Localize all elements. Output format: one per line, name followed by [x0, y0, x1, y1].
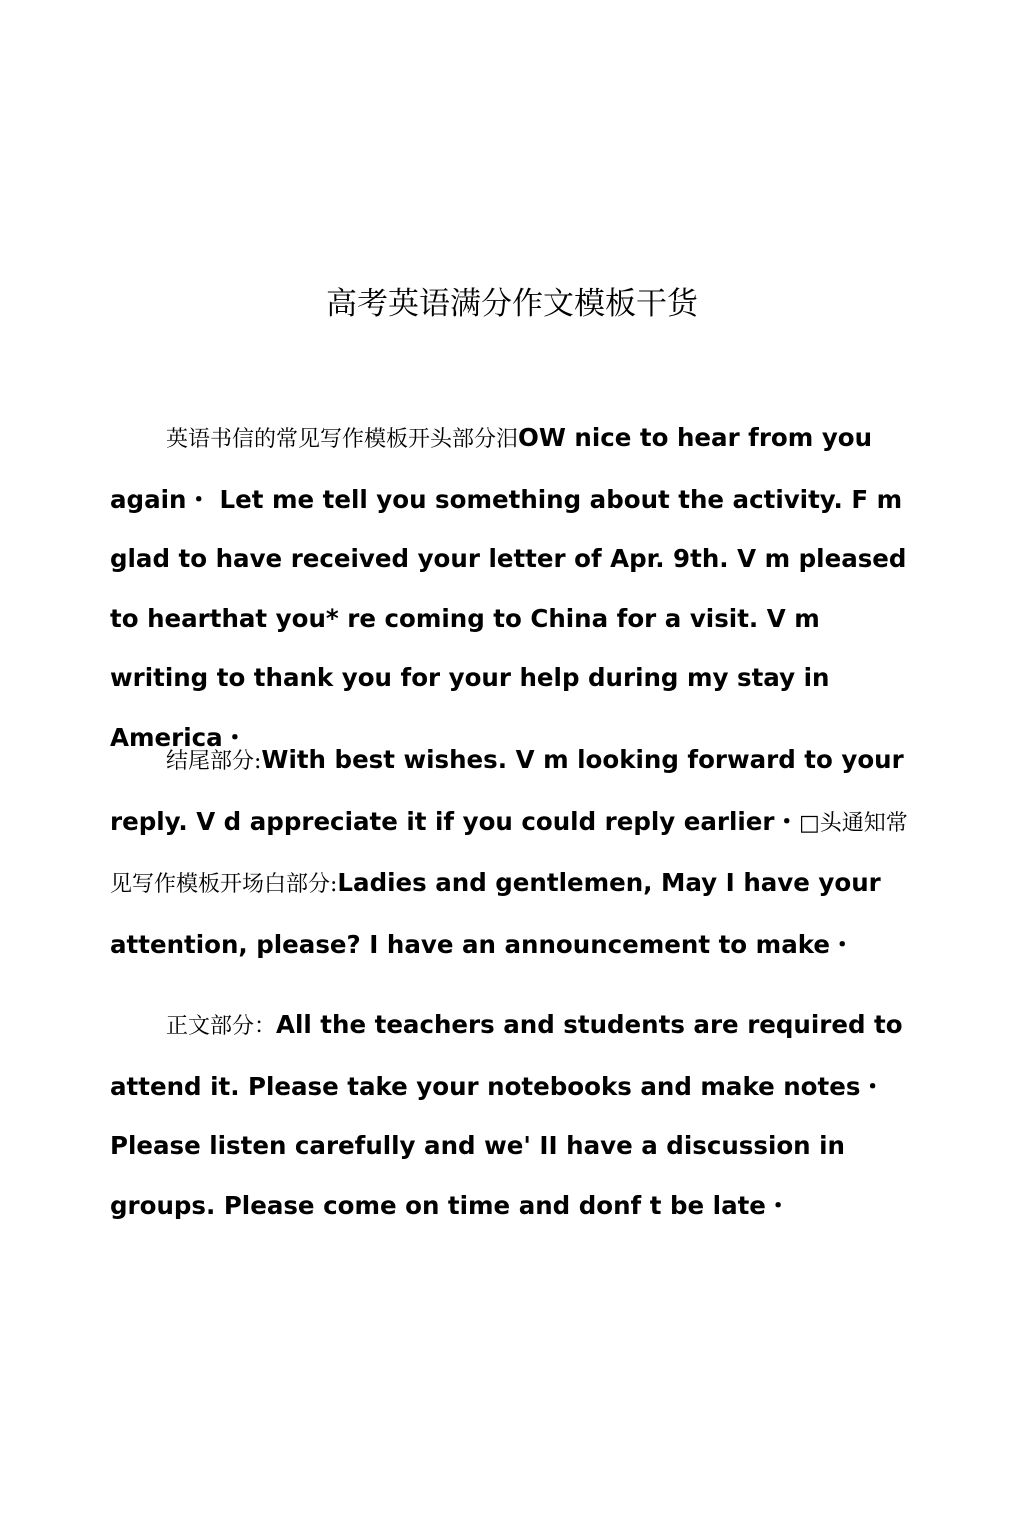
- document-title: 高考英语满分作文模板干货: [326, 286, 698, 322]
- english-text-letter-opening: OW nice to hear from you again・ Let me tell you something about the activity. F m glad to have received your letter of Apr. 9th. V m pleased to hearthat you* re coming to China for a visit. V m writing to thank you for your help during my stay in America・: [110, 423, 907, 752]
- english-text-letter-closing: With best wishes. V m looking forward to your reply. V d appreciate it if you could reply earlier・: [110, 745, 904, 836]
- english-text-notice-body: All the teachers and students are required to attend it. Please take your notebooks and make notes・ Please listen carefully and we' II have a discussion in groups. Please come on time and donf t be late・: [110, 1010, 903, 1220]
- chinese-label-letter-closing: 结尾部分:: [166, 749, 262, 774]
- chinese-label-letter-opening: 英语书信的常见写作模板开头部分汨: [166, 427, 519, 452]
- paragraph-letter-closing: [110, 730, 922, 974]
- paragraph-notice-body: [110, 995, 922, 1235]
- paragraph-letter-opening: [110, 408, 922, 767]
- chinese-label-notice-body: 正文部分：: [166, 1014, 277, 1039]
- english-text-notice-opening: Ladies and gentlemen, May I have your attention, please? I have an announcement to make・: [110, 868, 881, 959]
- chinese-label-notice-opening: □头通知常见写作模板开场白部分:: [110, 810, 908, 897]
